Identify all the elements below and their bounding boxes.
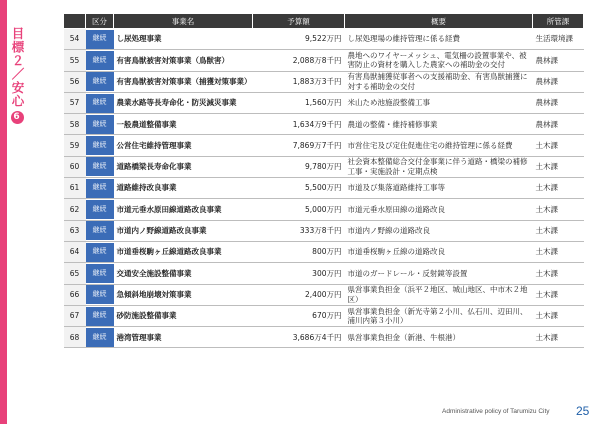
category-label: 継続	[86, 307, 114, 326]
project-summary: 農道の整備・維持補修事業	[345, 114, 533, 135]
budget-amount: 1,634万9千円	[253, 114, 345, 135]
project-name: 交通安全施設整備事業	[114, 263, 253, 284]
project-summary: 県営事業負担金（新港、牛根港）	[345, 327, 533, 348]
project-name: 砂防施設整備事業	[114, 305, 253, 326]
row-number: 55	[64, 50, 86, 71]
project-name: 農業水路等長寿命化・防災減災事業	[114, 92, 253, 113]
table-row	[64, 220, 584, 241]
category-badge	[86, 220, 114, 241]
footer-text: Administrative policy of Tarumizu City	[442, 408, 550, 415]
category-label: 継続	[86, 200, 114, 219]
department: 土木課	[533, 178, 584, 199]
category-badge	[86, 241, 114, 262]
table-row	[64, 241, 584, 262]
category-badge	[86, 156, 114, 177]
project-summary: 県営事業負担金（新光寺第２小川、仏石川、辺田川、浦川内第３小川）	[345, 305, 533, 326]
page-number: 25	[576, 404, 590, 418]
project-summary: 農地へのワイヤーメッシュ、電気柵の設置事業や、被害防止の資材を購入した農家への補助金の交付	[345, 50, 533, 71]
header-category: 区分	[86, 14, 114, 29]
budget-amount: 9,780万円	[253, 156, 345, 177]
category-label: 継続	[86, 115, 114, 134]
department: 農林課	[533, 92, 584, 113]
row-number: 65	[64, 263, 86, 284]
category-badge	[86, 92, 114, 113]
table-row	[64, 156, 584, 177]
department: 生活環境課	[533, 29, 584, 50]
category-label: 継続	[86, 51, 114, 70]
project-name: 道路維持改良事業	[114, 178, 253, 199]
budget-amount: 1,883万3千円	[253, 71, 345, 92]
department: 農林課	[533, 71, 584, 92]
row-number: 68	[64, 327, 86, 348]
table-row	[64, 199, 584, 220]
project-summary: 市道垂桜駒ヶ丘線の道路改良	[345, 241, 533, 262]
project-name: 市道元垂水原田線道路改良事業	[114, 199, 253, 220]
project-name: 道路橋梁長寿命化事業	[114, 156, 253, 177]
category-label: 継続	[86, 221, 114, 240]
section-label	[9, 27, 25, 124]
project-summary: 社会資本整備総合交付金事業に伴う道路・橋梁の補修工事・実施設計・定期点検	[345, 156, 533, 177]
table-header-row	[64, 14, 584, 29]
row-number: 63	[64, 220, 86, 241]
category-label: 継続	[86, 179, 114, 198]
table-row	[64, 305, 584, 326]
row-number: 62	[64, 199, 86, 220]
project-name: 急傾斜地崩壊対策事業	[114, 284, 253, 305]
department: 土木課	[533, 199, 584, 220]
section-number-badge: 6	[11, 111, 24, 124]
category-badge	[86, 327, 114, 348]
project-name: 市道内ノ野線道路改良事業	[114, 220, 253, 241]
side-accent-band	[0, 0, 7, 424]
project-summary: 県営事業負担金（浜平２地区、城山地区、中市木２地区）	[345, 284, 533, 305]
department: 農林課	[533, 114, 584, 135]
category-label: 継続	[86, 157, 114, 176]
header-dept: 所管課	[533, 14, 584, 29]
project-name: 有害鳥獣被害対策事業（鳥獣害）	[114, 50, 253, 71]
table-row	[64, 114, 584, 135]
category-badge	[86, 178, 114, 199]
department: 土木課	[533, 156, 584, 177]
project-name: 有害鳥獣被害対策事業（捕獲対策事業）	[114, 71, 253, 92]
department: 土木課	[533, 284, 584, 305]
category-badge	[86, 263, 114, 284]
project-summary: 市道内ノ野線の道路改良	[345, 220, 533, 241]
budget-amount: 800万円	[253, 241, 345, 262]
budget-amount: 5,000万円	[253, 199, 345, 220]
category-badge	[86, 199, 114, 220]
row-number: 54	[64, 29, 86, 50]
department: 土木課	[533, 241, 584, 262]
category-badge	[86, 114, 114, 135]
budget-amount: 2,088万8千円	[253, 50, 345, 71]
category-label: 継続	[86, 328, 114, 347]
budget-amount: 300万円	[253, 263, 345, 284]
budget-amount: 1,560万円	[253, 92, 345, 113]
table-row	[64, 29, 584, 50]
row-number: 61	[64, 178, 86, 199]
project-summary: 米山ため池施設整備工事	[345, 92, 533, 113]
category-badge	[86, 71, 114, 92]
category-badge	[86, 50, 114, 71]
header-name: 事業名	[114, 14, 253, 29]
row-number: 67	[64, 305, 86, 326]
row-number: 57	[64, 92, 86, 113]
project-name: し尿処理事業	[114, 29, 253, 50]
project-name: 公営住宅維持管理事業	[114, 135, 253, 156]
table-row	[64, 71, 584, 92]
budget-amount: 670万円	[253, 305, 345, 326]
department: 農林課	[533, 50, 584, 71]
project-name: 一般農道整備事業	[114, 114, 253, 135]
table-row	[64, 263, 584, 284]
budget-amount: 2,400万円	[253, 284, 345, 305]
category-badge	[86, 305, 114, 326]
category-badge	[86, 29, 114, 50]
project-summary: 市道のガードレール・反射鏡等設置	[345, 263, 533, 284]
row-number: 56	[64, 71, 86, 92]
category-badge	[86, 135, 114, 156]
department: 土木課	[533, 220, 584, 241]
table-row	[64, 284, 584, 305]
project-summary: 市道及び集落道路維持工事等	[345, 178, 533, 199]
section-label-text: 目標２／安心	[10, 27, 25, 108]
row-number: 58	[64, 114, 86, 135]
header-budget: 予算額	[253, 14, 345, 29]
category-label: 継続	[86, 136, 114, 155]
project-name: 港湾管理事業	[114, 327, 253, 348]
project-summary: し尿処理場の維持管理に係る経費	[345, 29, 533, 50]
budget-amount: 3,686万4千円	[253, 327, 345, 348]
department: 土木課	[533, 305, 584, 326]
category-label: 継続	[86, 72, 114, 91]
department: 土木課	[533, 263, 584, 284]
project-summary: 有害鳥獣捕獲従事者への支援補助金、有害鳥獣捕獲に対する補助金の交付	[345, 71, 533, 92]
project-table	[63, 13, 584, 348]
budget-amount: 7,869万7千円	[253, 135, 345, 156]
row-number: 59	[64, 135, 86, 156]
project-summary: 市営住宅及び定住促進住宅の維持管理に係る経費	[345, 135, 533, 156]
table-row	[64, 135, 584, 156]
row-number: 66	[64, 284, 86, 305]
table-row	[64, 92, 584, 113]
row-number: 64	[64, 241, 86, 262]
budget-amount: 333万8千円	[253, 220, 345, 241]
department: 土木課	[533, 135, 584, 156]
category-label: 継続	[86, 30, 114, 49]
budget-amount: 9,522万円	[253, 29, 345, 50]
header-no	[64, 14, 86, 29]
header-summary: 概要	[345, 14, 533, 29]
table-row	[64, 50, 584, 71]
row-number: 60	[64, 156, 86, 177]
category-label: 継続	[86, 243, 114, 262]
category-label: 継続	[86, 94, 114, 113]
category-label: 継続	[86, 285, 114, 304]
category-label: 継続	[86, 264, 114, 283]
department: 土木課	[533, 327, 584, 348]
project-summary: 市道元垂水原田線の道路改良	[345, 199, 533, 220]
category-badge	[86, 284, 114, 305]
project-name: 市道垂桜駒ヶ丘線道路改良事業	[114, 241, 253, 262]
table-row	[64, 327, 584, 348]
table-row	[64, 178, 584, 199]
budget-amount: 5,500万円	[253, 178, 345, 199]
